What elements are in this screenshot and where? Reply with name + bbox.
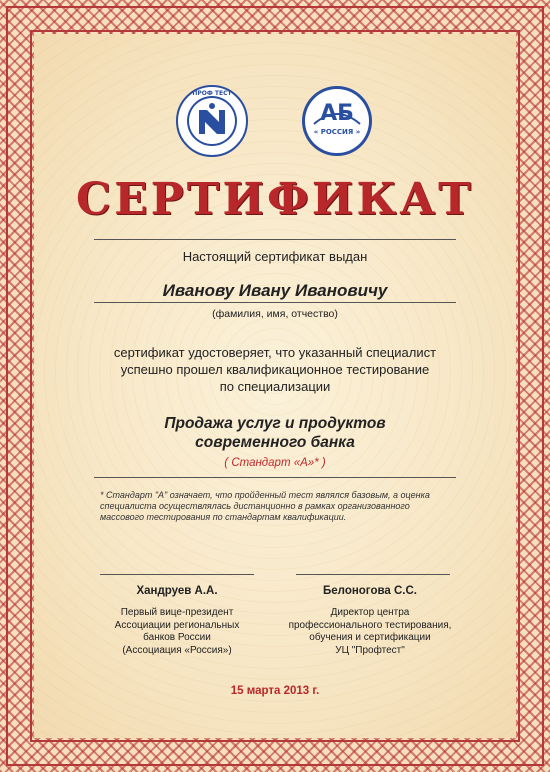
standard-label: ( Стандарт «А»* ) <box>224 457 326 469</box>
proftest-logo <box>175 84 249 158</box>
footnote <box>100 490 456 523</box>
role-line: банков России <box>143 632 211 643</box>
right-signature-line <box>296 574 450 575</box>
left-signatory-name: Хандруев А.А. <box>136 585 218 597</box>
proftest-logo-text: ПРОФ ТЕСТ <box>192 90 232 97</box>
issued-text: Настоящий сертификат выдан <box>182 249 368 264</box>
footnote-line: специалиста осуществлялась дистанционно в рамках организованного <box>100 501 410 511</box>
specialization-line: Продажа услуг и продуктов <box>164 415 386 432</box>
certifies-line: по специализации <box>219 379 331 394</box>
left-signatory <box>77 585 277 657</box>
role-line: профессионального тестирования, <box>288 619 452 631</box>
role-line: (Ассоциация «Россия») <box>122 644 232 656</box>
role-line: Ассоциации региональных <box>114 619 240 631</box>
certificate-title: СЕРТИФИКАТ <box>76 174 474 225</box>
role-line: обучения и сертификации <box>309 632 431 643</box>
role-line: УЦ "Профтест" <box>335 644 405 656</box>
footnote-line: массового тестирования по стандартам квалификации. <box>100 512 347 522</box>
certificate-body <box>34 34 516 738</box>
footnote-line: * Стандарт "А" означает, что пройденный тест являлся базовым, а оценка <box>100 490 430 500</box>
right-signatory-name: Белоногова С.С. <box>323 585 417 597</box>
title-divider <box>94 239 456 240</box>
certifies-line: сертификат удостоверяет, что указанный специалист <box>113 345 437 360</box>
recipient-name: Иванову Ивану Ивановичу <box>162 281 388 300</box>
certifies-line: успешно прошел квалификационное тестирование <box>120 362 430 377</box>
issue-date: 15 марта 2013 г. <box>230 685 320 697</box>
association-logo-letters: АБ <box>320 101 354 126</box>
specialization <box>34 414 516 452</box>
role-line: Первый вице-президент <box>120 607 234 618</box>
name-caption: (фамилия, имя, отчество) <box>212 308 338 320</box>
standard-divider <box>94 477 456 478</box>
association-russia-logo <box>300 84 374 158</box>
left-signature-line <box>100 574 254 575</box>
left-signatory-role <box>77 607 277 657</box>
right-signatory <box>270 585 470 657</box>
certifies-text <box>34 344 516 395</box>
name-divider <box>94 302 456 303</box>
role-line: Директор центра <box>330 607 410 618</box>
logos-row <box>34 84 516 162</box>
right-signatory-role <box>270 607 470 657</box>
specialization-line: современного банка <box>195 434 355 451</box>
association-logo-text: « РОССИЯ » <box>313 128 361 136</box>
